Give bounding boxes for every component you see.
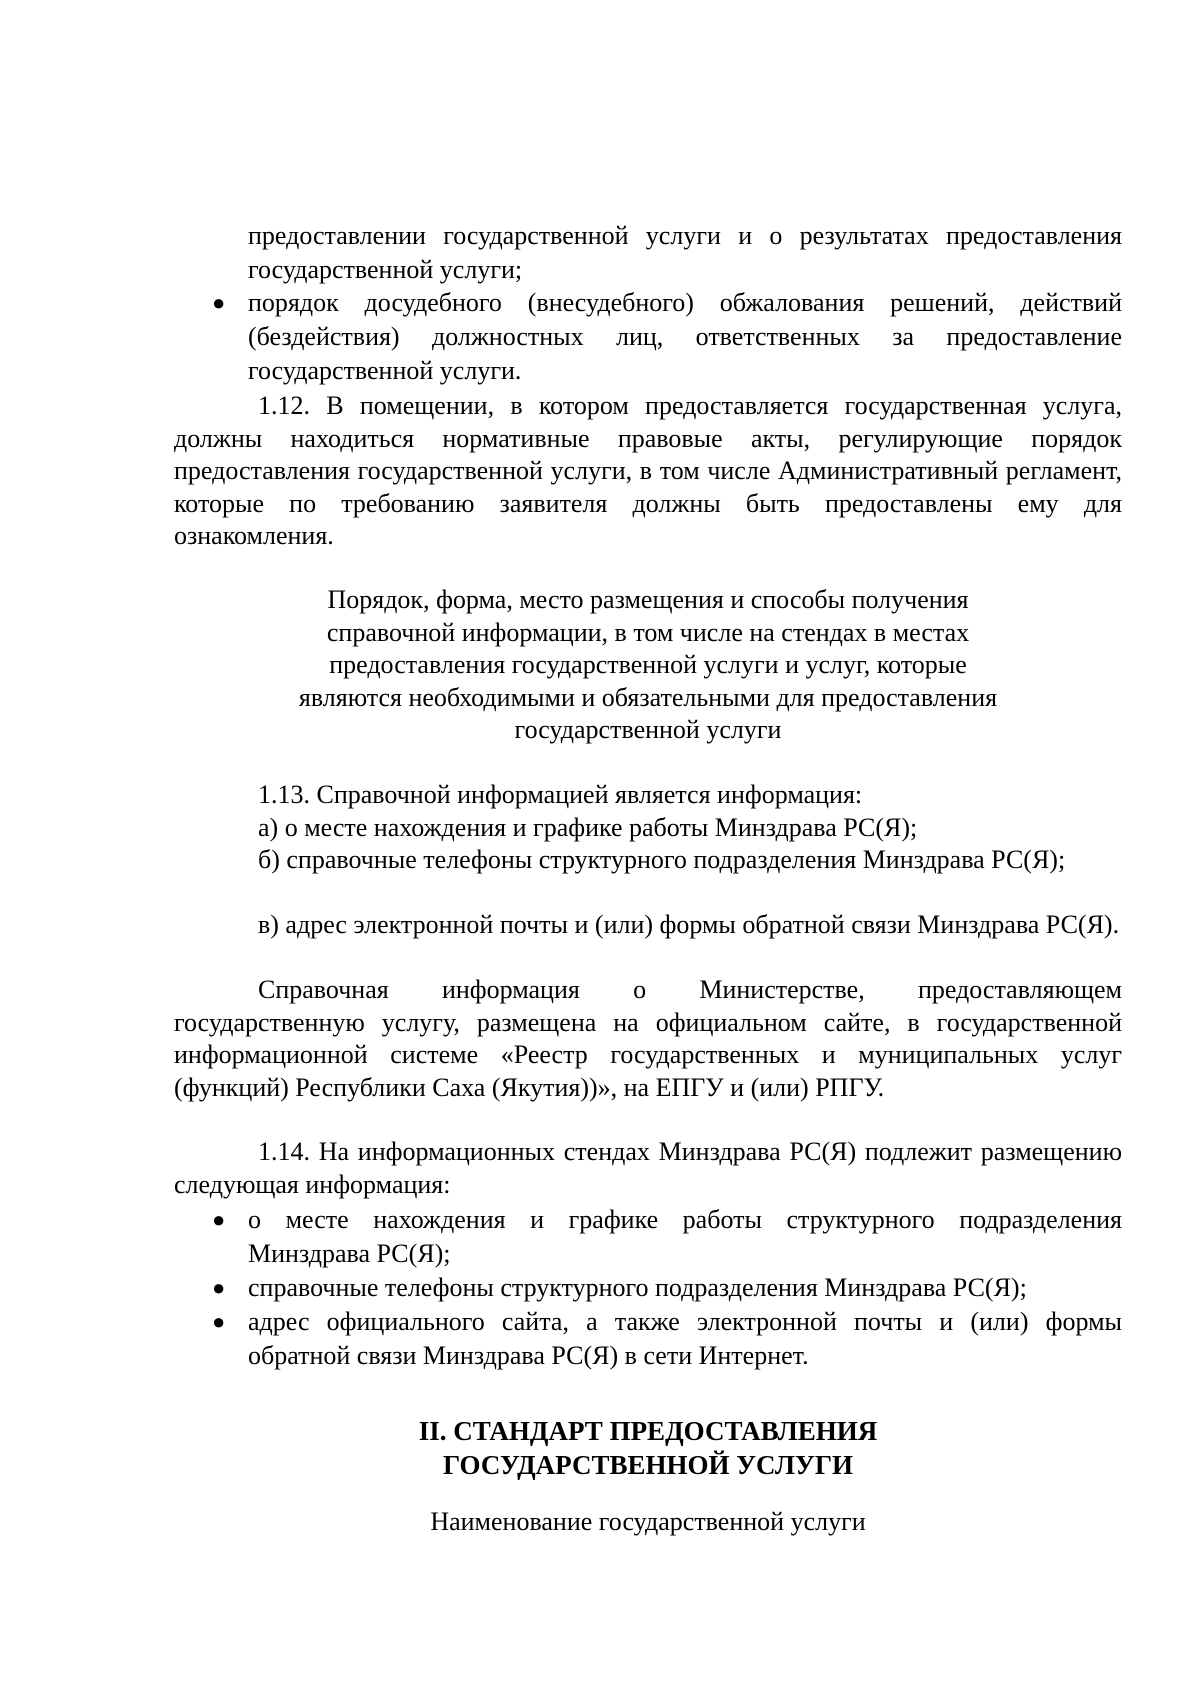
bullet-text: справочные телефоны структурного подразделения Минздрава РС(Я); (248, 1273, 1027, 1302)
bullet-text: адрес официального сайта, а также электронной почты и (или) формы обратной связи Минздрава РС(Я) в сети Интернет. (248, 1307, 1122, 1370)
subheading-reference-info (174, 584, 1122, 747)
paragraph-reference-info: Справочная информация о Министерстве, предоставляющем государственную услугу, размещена на официальном сайте, в государственной информационной системе «Реестр государственных и муниципальных услуг (функций) Республики Саха (Якутия))», на ЕПГУ и (или) РПГУ. (174, 975, 1122, 1102)
bullet-text: порядок досудебного (внесудебного) обжалования решений, действий (бездействия) должностных лиц, ответственных за предоставление государственной услуги. (248, 288, 1122, 385)
subheading-line: государственной услуги (514, 715, 782, 744)
bullet-continuation: предоставлении государственной услуги и о результатах предоставления государственной услуги; (248, 221, 1122, 284)
section-title-line: ГОСУДАРСТВЕННОЙ УСЛУГИ (443, 1450, 853, 1480)
paragraph-1-12: 1.12. В помещении, в котором предоставляется государственная услуга, должны находиться нормативные правовые акты, регулирующие порядок предоставления государственной услуги, в том числе Административный регламент, которые по требованию заявителя должны быть предоставлены ему для ознакомления. (174, 391, 1122, 550)
section-title (174, 1414, 1122, 1482)
bullet-item-phones (212, 1271, 1122, 1305)
bullet-item-appeal (212, 286, 1122, 388)
bullet-item-website (212, 1305, 1122, 1373)
bullet-item-location (212, 1203, 1122, 1271)
bullet-icon: ● (212, 290, 226, 315)
subheading-line: Порядок, форма, место размещения и способы получения (327, 585, 969, 614)
subheading-line: справочной информации, в том числе на стендах в местах (326, 617, 970, 647)
subheading-line: являются необходимыми и обязательными для предоставления (298, 682, 998, 712)
bullet-icon: ● (212, 1275, 226, 1300)
bullet-icon: ● (212, 1309, 226, 1334)
item-a: а) о месте нахождения и графике работы Минздрава РС(Я); (258, 813, 918, 842)
bullet-icon: ● (212, 1207, 226, 1232)
section-title-line: II. СТАНДАРТ ПРЕДОСТАВЛЕНИЯ (418, 1416, 878, 1446)
bullet-text: о месте нахождения и графике работы структурного подразделения Минздрава РС(Я); (248, 1205, 1122, 1268)
paragraph-1-14: 1.14. На информационных стендах Минздрава РС(Я) подлежит размещению следующая информация: (174, 1137, 1122, 1199)
item-b: б) справочные телефоны структурного подразделения Минздрава РС(Я); (258, 845, 1066, 874)
item-v: в) адрес электронной почты и (или) формы обратной связи Минздрава РС(Я). (258, 910, 1120, 939)
section-subtitle: Наименование государственной услуги (430, 1507, 866, 1536)
subheading-line: предоставления государственной услуги и услуг, которые (329, 650, 967, 679)
paragraph-1-13: 1.13. Справочной информацией является информация: (258, 780, 863, 809)
